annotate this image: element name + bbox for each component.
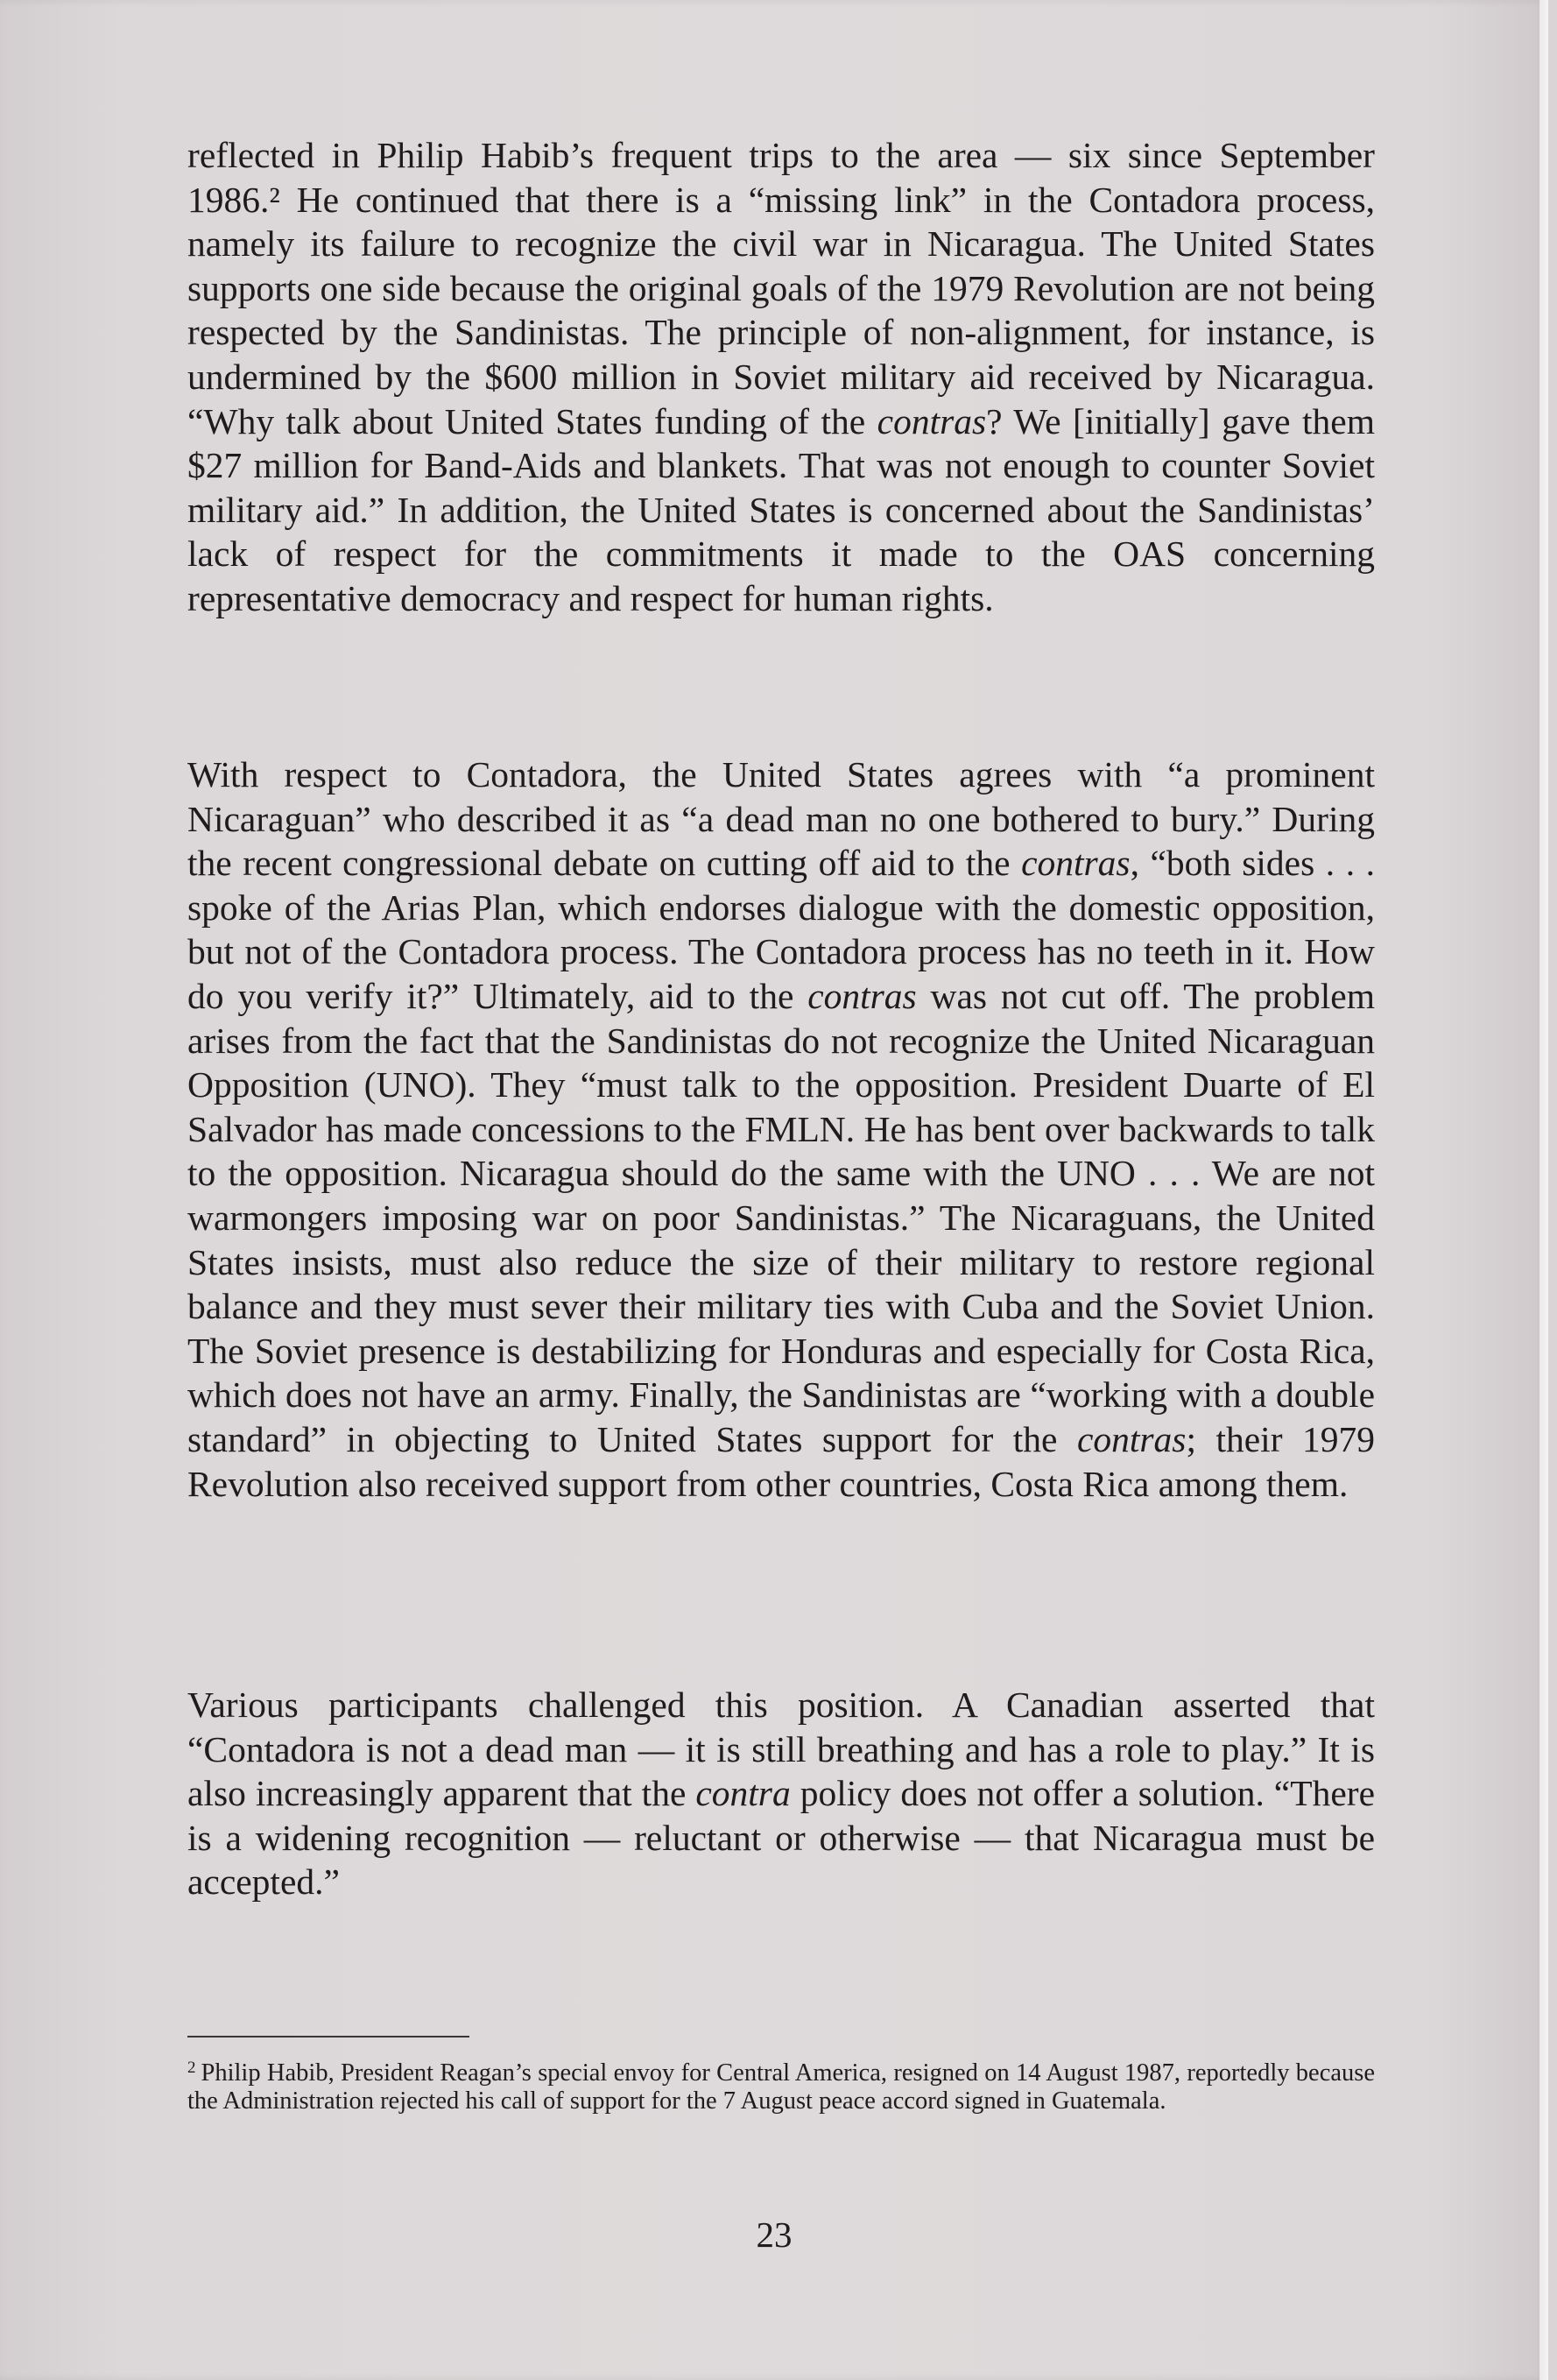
italic-term: contras	[807, 975, 917, 1016]
italic-term: contras	[877, 400, 987, 441]
page-number: 23	[756, 2214, 793, 2255]
italic-term: contras	[1076, 1418, 1187, 1459]
page-edge	[1539, 0, 1548, 2380]
body-paragraph-3: Various participants challenged this position. A Canadian asserted that “Contadora is not a dead man — it is still breathing and has a role to play.” It is also increasingly apparent that the contra policy does not offer a solution. “There is a widening recognition — reluctant or otherwise — that Nicaragua must be accepted.”	[187, 1684, 1375, 1903]
body-paragraph-2: With respect to Contadora, the United States agrees with “a prominent Nicaraguan” who described it as “a dead man no one bothered to bury.” During the recent congressional debate on cutting off aid to the contras, “both sides . . . spoke of the Arias Plan, which endorses dialogue with the domestic opposition, but not of the Contadora process. The Contadora process has no teeth in it. How do you verify it?” Ultimately, aid to the contras was not cut off. The problem arises from the fact that the Sandinistas do not recognize the United Nicaraguan Opposition (UNO). They “must talk to the opposition. President Duarte of El Salvador has made concessions to the FMLN. He has bent over backwards to talk to the opposition. Nicaragua should do the same with the UNO . . . We are not warmongers imposing war on poor Sandinistas.” The Nicaraguans, the United States insists, must also reduce the size of their military to restore regional balance and they must sever their military ties with Cuba and the Soviet Union. The Soviet presence is destabilizing for Honduras and especially for Costa Rica, which does not have an army. Finally, the Sandinistas are “working with a double standard” in objecting to United States support for the contras; their 1979 Revolution also received support from other countries, Costa Rica among them.	[187, 754, 1376, 1504]
italic-term: contras	[1021, 843, 1131, 884]
footnote-divider	[187, 2036, 469, 2037]
body-paragraph-1: reflected in Philip Habib’s frequent trips to the area — six since September 1986.² He continued that there is a “missing link” in the Contadora process, namely its failure to recognize the civil war in Nicaragua. The United States supports one side because the original goals of the 1979 Revolution are not being respected by the Sandinistas. The principle of non-alignment, for instance, is undermined by the $600 million in Soviet military aid received by Nicaragua. “Why talk about United States funding of the contras? We [initially] gave them $27 million for Band-Aids and blankets. That was not enough to counter Soviet military aid.” In addition, the United States is concerned about the Sandinistas’ lack of respect for the commitments it made to the OAS concerning representative democracy and respect for human rights.	[187, 135, 1375, 618]
italic-term: contra	[695, 1773, 791, 1814]
footnote-text: Philip Habib, President Reagan’s special envoy for Central America, resigned on 14 August 1987, reportedly because the Administration rejected his call of support for the 7 August peace accord signed in Guatemala.	[187, 2059, 1375, 2115]
footnote	[187, 2054, 1375, 2115]
footnote-marker: 2	[187, 2059, 196, 2077]
